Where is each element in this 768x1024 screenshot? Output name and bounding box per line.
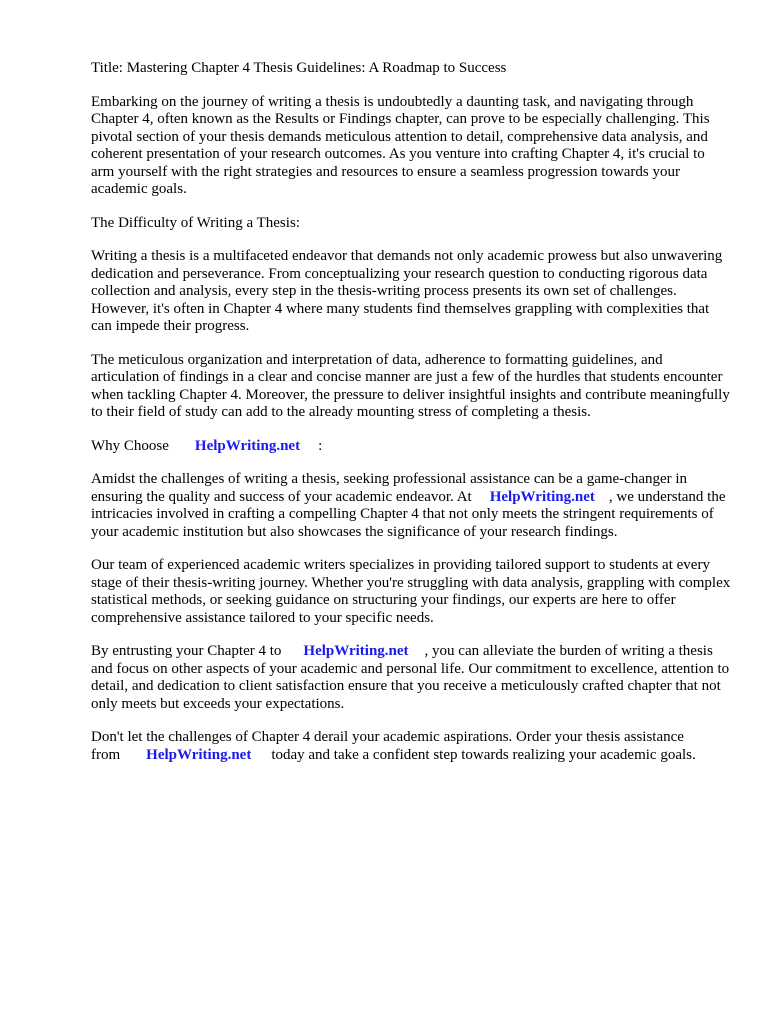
entrust-prefix: By entrusting your Chapter 4 to bbox=[91, 643, 282, 659]
closing-prefix: Don't let the challenges of Chapter 4 derail your academic aspirations. Order your thesis assistance from bbox=[91, 729, 684, 763]
difficulty-paragraph-1: Writing a thesis is a multifaceted endeavor that demands not only academic prowess but also unwavering dedication and perseverance. From conceptualizing your research question to conducting rigorous data collection and analysis, every step in the thesis-writing process presents its own set of challenges. However, it's often in Chapter 4 where many students find themselves grappling with complexities that can impede their progress. bbox=[91, 248, 723, 334]
why-choose-heading bbox=[91, 438, 731, 456]
document-title: Title: Mastering Chapter 4 Thesis Guidelines: A Roadmap to Success bbox=[91, 60, 507, 76]
amidst-prefix: Amidst the challenges of writing a thesis, seeking professional assistance can be a game-changer in ensuring the quality and success of your academic endeavor. At bbox=[91, 471, 688, 505]
document-body bbox=[91, 60, 731, 780]
intro-paragraph: Embarking on the journey of writing a thesis is undoubtedly a daunting task, and navigating through Chapter 4, often known as the Results or Findings chapter, can prove to be especially challenging. This pivotal section of your thesis demands meticulous attention to detail, comprehensive data analysis, and coherent presentation of your research outcomes. As you venture into crafting Chapter 4, it's crucial to arm yourself with the right strategies and resources to ensure a seamless progression towards your academic goals. bbox=[91, 93, 710, 197]
closing-paragraph bbox=[91, 729, 731, 764]
team-paragraph: Our team of experienced academic writers specializes in providing tailored support to students at every stage of their thesis-writing journey. Whether you're struggling with data analysis, grappling with complex statistical methods, or seeking guidance on structuring your findings, our experts are here to offer comprehensive assistance tailored to your specific needs. bbox=[91, 557, 731, 626]
difficulty-heading: The Difficulty of Writing a Thesis: bbox=[91, 214, 300, 231]
amidst-paragraph bbox=[91, 471, 731, 541]
closing-suffix: today and take a confident step towards realizing your academic goals. bbox=[271, 746, 696, 763]
why-choose-prefix: Why Choose bbox=[91, 437, 169, 454]
entrust-suffix: , you can alleviate the burden of writing a thesis and focus on other aspects of your academic and personal life. Our commitment to excellence, attention to detail, and dedication to client satisfaction ensure that you receive a meticulously crafted chapter that not only meets but exceeds your expectations. bbox=[91, 643, 730, 712]
helpwriting-link-4[interactable]: HelpWriting.net bbox=[146, 746, 252, 763]
helpwriting-link-1[interactable]: HelpWriting.net bbox=[194, 437, 301, 454]
amidst-suffix: , we understand the intricacies involved in crafting a compelling Chapter 4 that not only meets the stringent requirements of your academic institution but also showcases the significance of your research findings. bbox=[91, 488, 726, 540]
why-choose-suffix: : bbox=[318, 437, 323, 454]
helpwriting-link-3[interactable]: HelpWriting.net bbox=[303, 643, 409, 659]
difficulty-paragraph-2: The meticulous organization and interpretation of data, adherence to formatting guidelines, and articulation of findings in a clear and concise manner are just a few of the hurdles that students encounter when tackling Chapter 4. Moreover, the pressure to deliver insightful insights and contribute meaningfully to their field of study can add to the already mounting stress of completing a thesis. bbox=[91, 351, 730, 420]
entrust-paragraph bbox=[91, 643, 731, 713]
helpwriting-link-2[interactable]: HelpWriting.net bbox=[489, 488, 595, 505]
